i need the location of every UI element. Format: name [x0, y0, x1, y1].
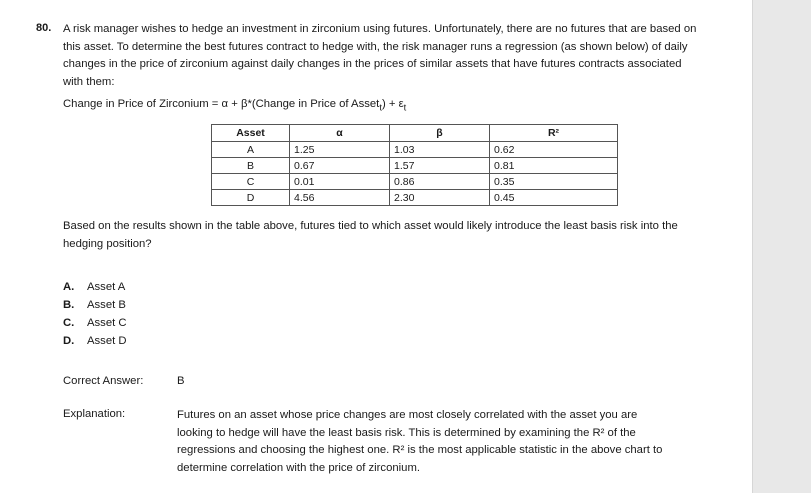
cell-asset: D — [212, 190, 290, 206]
regression-formula — [63, 98, 406, 112]
table-row — [212, 142, 618, 158]
explanation-text: Futures on an asset whose price changes are most closely correlated with the asset you are looking to hedge will have the least basis risk. This is determined by examining the R² of the regressions and choosing the highest one. R² is the most applicable statistic in the above chart to determine correlation with the price of zirconium. — [177, 409, 663, 474]
cell-r-squared: 0.45 — [490, 190, 618, 206]
cell-alpha: 0.01 — [290, 174, 390, 190]
explanation-label: Explanation: — [63, 408, 126, 420]
answer-choices — [63, 278, 127, 350]
choice-text: Asset C — [87, 317, 127, 329]
choice-text: Asset A — [87, 281, 126, 293]
choice-b[interactable] — [63, 296, 127, 314]
correct-answer-label: Correct Answer: — [63, 375, 144, 387]
table-row — [212, 174, 618, 190]
question-prompt: Based on the results shown in the table above, futures tied to which asset would likely introduce the least basis risk into the hedging position? — [63, 220, 678, 250]
cell-r-squared: 0.81 — [490, 158, 618, 174]
formula-text: Change in Price of Zirconium = α + β*(Change in Price of Asset — [63, 98, 380, 110]
cell-asset: A — [212, 142, 290, 158]
choice-letter: D. — [63, 335, 75, 347]
question-number: 80. — [36, 22, 52, 34]
cell-asset: B — [212, 158, 290, 174]
choice-letter: B. — [63, 299, 75, 311]
cell-alpha: 0.67 — [290, 158, 390, 174]
choice-text: Asset D — [87, 335, 127, 347]
header-asset: Asset — [212, 125, 290, 142]
cell-beta: 1.57 — [390, 158, 490, 174]
side-panel — [752, 0, 811, 493]
regression-table — [211, 124, 618, 206]
header-alpha: α — [290, 125, 390, 142]
choice-a[interactable] — [63, 278, 127, 296]
cell-alpha: 4.56 — [290, 190, 390, 206]
question-stem: A risk manager wishes to hedge an investment in zirconium using futures. Unfortunately, there are no futures that are based on this asset. To determine the best futures contract to hedge with, the risk manager runs a regression (as shown below) of daily changes in the price of zirconium against daily changes in the prices of similar assets that have futures contracts associated with them: — [63, 23, 697, 88]
choice-c[interactable] — [63, 314, 127, 332]
header-beta: β — [390, 125, 490, 142]
cell-beta: 0.86 — [390, 174, 490, 190]
formula-end: ) + ε — [381, 98, 404, 110]
choice-letter: A. — [63, 281, 75, 293]
cell-beta: 2.30 — [390, 190, 490, 206]
choice-d[interactable] — [63, 332, 127, 350]
cell-alpha: 1.25 — [290, 142, 390, 158]
choice-text: Asset B — [87, 299, 126, 311]
table-row — [212, 158, 618, 174]
choice-letter: C. — [63, 317, 75, 329]
table-header-row — [212, 125, 618, 142]
cell-beta: 1.03 — [390, 142, 490, 158]
cell-r-squared: 0.35 — [490, 174, 618, 190]
header-r-squared: R² — [490, 125, 618, 142]
correct-answer-value: B — [177, 375, 185, 387]
formula-subscript-t: t — [379, 101, 382, 113]
cell-r-squared: 0.62 — [490, 142, 618, 158]
cell-asset: C — [212, 174, 290, 190]
formula-subscript-eps: t — [403, 101, 407, 113]
table-row — [212, 190, 618, 206]
